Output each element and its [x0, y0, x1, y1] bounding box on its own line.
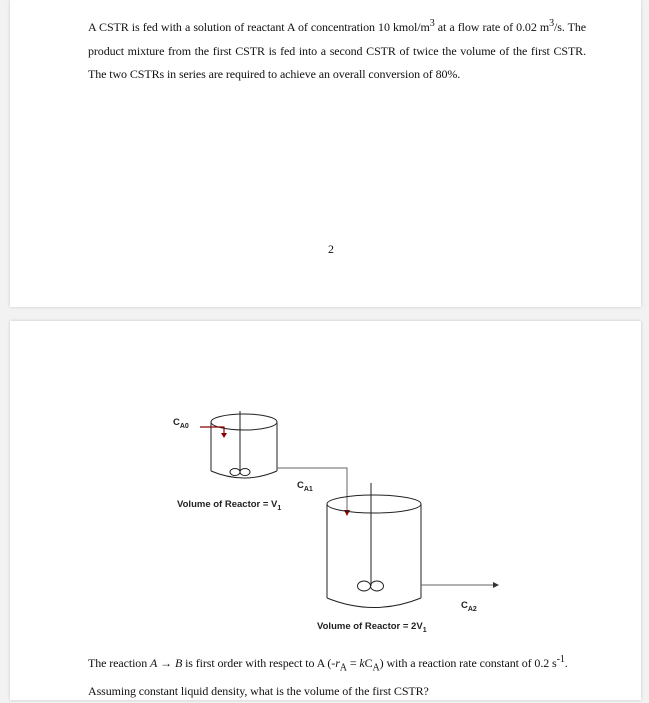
outlet-arrow-icon — [493, 582, 499, 588]
superscript: 3 — [549, 18, 555, 29]
statement-text: at a flow rate of 0.02 m — [434, 20, 550, 34]
cstr-series-diagram — [10, 321, 641, 700]
outlet-concentration-label: $C_{A2}$ — [461, 600, 477, 613]
feed-concentration-label: $C_{A0}$ — [173, 417, 189, 430]
feed-line — [200, 427, 224, 436]
reactor-1-stirrer — [230, 411, 250, 476]
page-2 — [10, 321, 641, 700]
reactor-2-stirrer — [358, 483, 384, 591]
intermediate-concentration-label: $C_{A1}$ — [297, 480, 313, 493]
problem-statement-part-2: The reaction A → B is first order with respect to A $(-r_A = kC_A)$ with a reaction rate constant of 0.2 $s^{-1}$. Assuming constant liquid density, what is the volume of the first CSTR? — [88, 654, 568, 698]
statement-text: A CSTR is fed with a solution of reactant A of concentration 10 kmol/m — [88, 20, 430, 34]
page-1 — [10, 0, 641, 307]
feed-arrow-icon — [221, 433, 227, 438]
problem-statement-part-1 — [88, 12, 586, 87]
reactor-1-volume-caption: Volume of Reactor = $V_1$ — [177, 499, 282, 512]
superscript: 3 — [429, 18, 435, 29]
page-number: 2 — [328, 242, 334, 256]
reactor-2-volume-caption: Volume of Reactor = $2V_1$ — [317, 621, 427, 634]
statement-text: /s. The product mixture from the first CSTR is fed into a second CSTR of twice the volume of the first CSTR. The two CSTRs in series are required to achieve an overall conversion of 80%. — [88, 20, 586, 81]
